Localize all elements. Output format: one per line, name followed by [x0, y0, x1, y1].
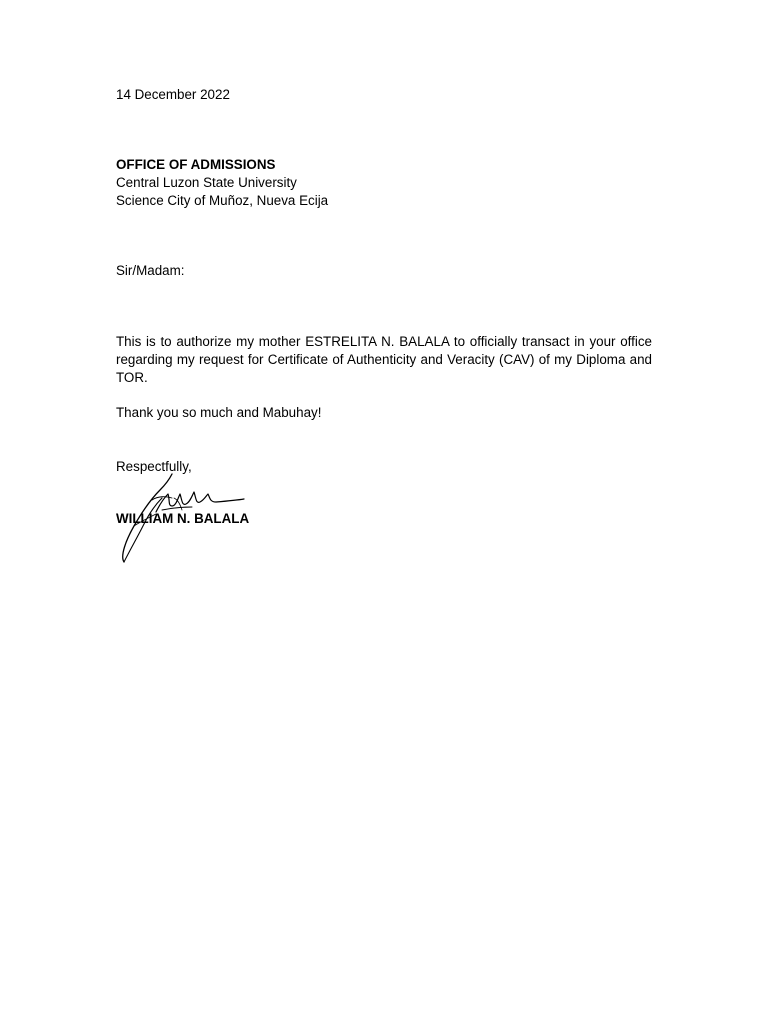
- recipient-address: Science City of Muñoz, Nueva Ecija: [116, 193, 329, 208]
- letter-date: 14 December 2022: [116, 87, 230, 102]
- recipient-office: OFFICE OF ADMISSIONS: [116, 157, 276, 172]
- letter-body: This is to authorize my mother ESTRELITA N. BALALA to officially transact in your office regarding my request for Certificate of Authenticity and Veracity (CAV) of my Diploma and TOR.: [116, 334, 652, 385]
- signatory-name: WILLIAM N. BALALA: [116, 511, 250, 526]
- thank-you-line: Thank you so much and Mabuhay!: [116, 405, 322, 420]
- recipient-institution: Central Luzon State University: [116, 175, 297, 190]
- closing: Respectfully,: [116, 459, 192, 474]
- salutation: Sir/Madam:: [116, 263, 185, 278]
